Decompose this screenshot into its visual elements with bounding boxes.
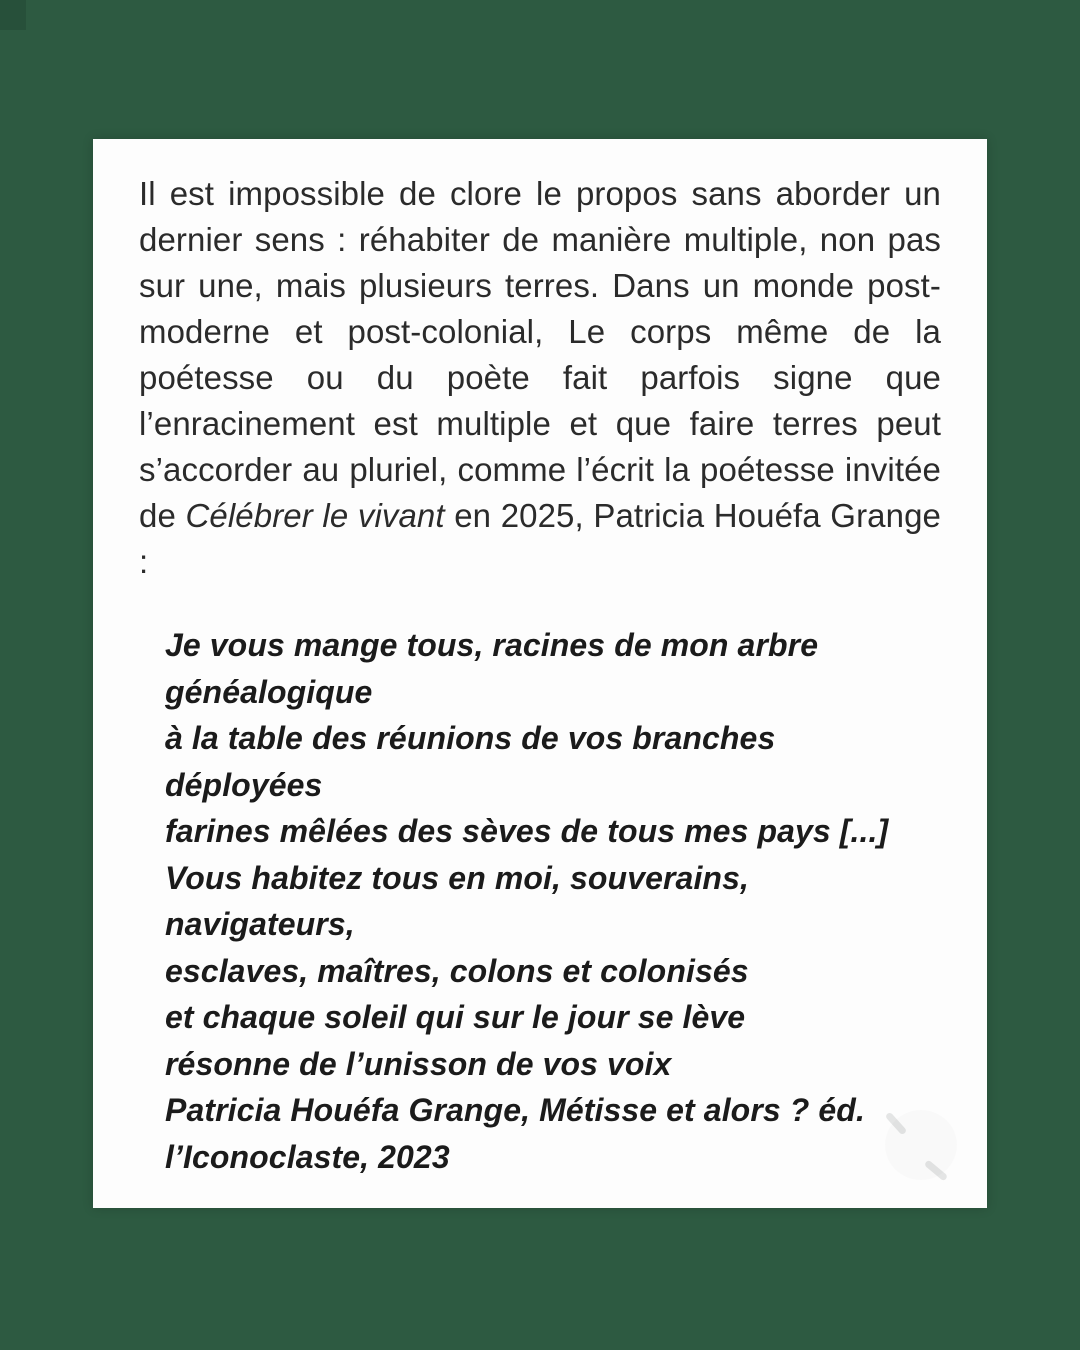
quote-line: et chaque soleil qui sur le jour se lève bbox=[165, 999, 746, 1035]
work-title-italic: Célébrer le vivant bbox=[185, 497, 445, 534]
quote-attribution-line: l’Iconoclaste, 2023 bbox=[165, 1138, 450, 1175]
corner-artifact bbox=[0, 0, 26, 30]
quote-line: navigateurs, bbox=[165, 906, 355, 942]
intro-paragraph bbox=[139, 171, 941, 585]
intro-text-before: Il est impossible de clore le propos sans aborder un dernier sens : réhabiter de manière multiple, non pas sur une, mais plusieurs terres. Dans un monde post-moderne et post-colonial, Le corps même de la poétesse ou du poète fait parfois signe que l’enracinement est multiple et que faire terres peut s’accorder au pluriel, comme l’écrit la poétesse invitée de bbox=[139, 175, 941, 534]
intro-text-after: en 2025, Patricia Houéfa Grange : bbox=[139, 497, 941, 580]
quote-line: Je vous mange tous, racines de mon arbre bbox=[165, 627, 819, 663]
text-card bbox=[93, 139, 987, 1208]
quote-block bbox=[165, 622, 941, 1180]
quote-line: généalogique bbox=[165, 673, 373, 710]
quote-line: esclaves, maîtres, colons et colonisés bbox=[165, 952, 749, 989]
quote-line: résonne de l’unisson de vos voix bbox=[165, 1045, 672, 1082]
quote-line: Vous habitez tous en moi, souverains, bbox=[165, 859, 749, 896]
quote-attribution-line: Patricia Houéfa Grange, Métisse et alors ? éd. bbox=[165, 1092, 865, 1128]
quote-line: déployées bbox=[165, 766, 323, 803]
quote-line: à la table des réunions de vos branches bbox=[165, 720, 776, 756]
quote-line: farines mêlées des sèves de tous mes pays [...] bbox=[165, 813, 889, 849]
